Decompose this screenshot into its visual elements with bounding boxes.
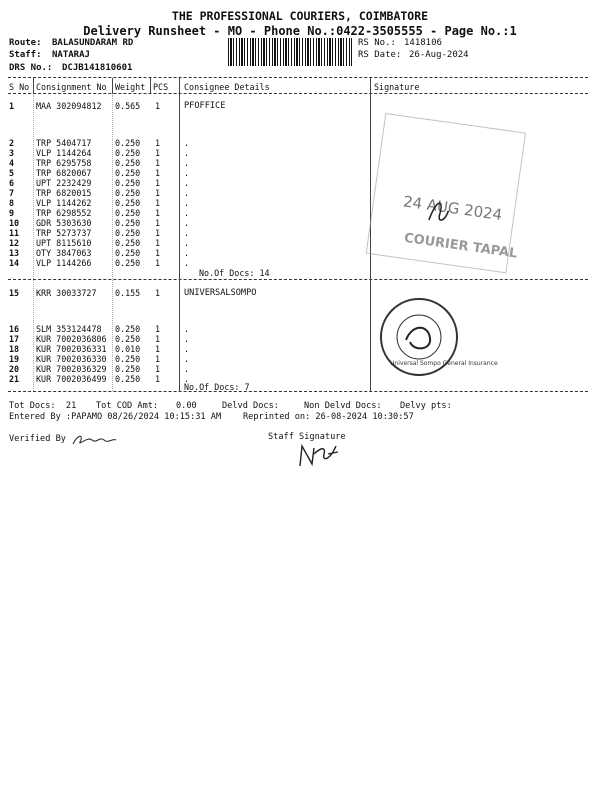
stamp-date: 24 AUG 2024 [402,192,504,225]
row-consignment: KUR 7002036329 [36,364,107,374]
col-header-weight: Weight [115,82,146,92]
post-office-stamp [366,113,524,271]
row-sno: 18 [9,344,20,354]
row-pcs: 1 [155,354,161,364]
row-pcs: 1 [155,188,161,198]
row-sno: 6 [9,178,15,188]
row-pcs: 1 [155,238,161,248]
row-consignment: VLP 1144264 [36,148,92,158]
entered-by: Entered By :PAPAMO 08/26/2024 10:15:31 AM [9,412,222,422]
row-consignment: TRP 5404717 [36,138,92,148]
row-consignment: TRP 6820015 [36,188,92,198]
row-details: . [184,148,190,158]
row-weight: 0.250 [115,178,141,188]
row-sno: 20 [9,364,20,374]
row-consignment: KRR 30033727 [36,288,97,298]
rs-no-value: 1418106 [404,38,442,48]
row-pcs: 1 [155,248,161,258]
consignee-name: UNIVERSALSOMPO [184,288,257,298]
row-consignment: GDR 5303630 [36,218,92,228]
row-consignment: UPT 8115610 [36,238,92,248]
non-delivered-docs: Non Delvd Docs: [304,401,382,411]
row-details: . [184,218,190,228]
row-consignment: SLM 353124478 [36,324,102,334]
row-pcs: 1 [155,374,161,384]
row-details: . [184,374,190,384]
barcode [228,38,352,66]
table-bottom-rule [8,391,588,392]
docs-count: No.Of Docs: 7 [184,382,250,392]
row-weight: 0.250 [115,334,141,344]
rs-date-value: 26-Aug-2024 [409,50,469,60]
stamp-tapal: COURIER TAPAL [403,230,519,262]
reprinted-on: Reprinted on: 26-08-2024 10:30:57 [243,412,414,422]
col-divider [112,95,113,391]
row-pcs: 1 [155,344,161,354]
row-pcs: 1 [155,364,161,374]
delivered-docs: Delvd Docs: [222,401,279,411]
company-title: THE PROFESSIONAL COURIERS, COIMBATORE [171,9,429,23]
row-pcs: 1 [155,101,161,111]
row-pcs: 1 [155,138,161,148]
col-divider [33,95,34,391]
route-label: Route: [9,38,42,48]
row-consignment: KUR 7002036331 [36,344,107,354]
row-weight: 0.250 [115,198,141,208]
row-pcs: 1 [155,208,161,218]
row-details: . [184,178,190,188]
drs-label: DRS No.: [9,63,53,73]
row-weight: 0.250 [115,218,141,228]
col-header-details: Consignee Details [184,82,270,92]
total-cod-label: Tot COD Amt: [96,401,159,411]
row-details: . [184,138,190,148]
col-header-consignment: Consignment No [36,82,107,92]
rs-no-label: RS No.: [358,38,396,48]
col-divider [112,78,113,94]
row-consignment: VLP 1144266 [36,258,92,268]
row-weight: 0.250 [115,168,141,178]
row-pcs: 1 [155,158,161,168]
row-weight: 0.565 [115,101,141,111]
delivery-points: Delvy pts: [400,401,452,411]
row-sno: 3 [9,148,15,158]
consignee-name: PFOFFICE [184,101,226,111]
row-sno: 9 [9,208,15,218]
row-details: . [184,168,190,178]
signature-mark-icon [420,189,455,233]
row-weight: 0.250 [115,258,141,268]
row-sno: 21 [9,374,20,384]
runsheet-title: Delivery Runsheet - MO - Phone No.:0422-3505555 - Page No.:1 [83,24,517,38]
row-weight: 0.250 [115,158,141,168]
row-details: . [184,364,190,374]
row-sno: 12 [9,238,20,248]
row-consignment: UPT 2232429 [36,178,92,188]
row-details: . [184,198,190,208]
row-sno: 16 [9,324,20,334]
header-bottom-rule [8,93,588,94]
row-weight: 0.250 [115,238,141,248]
row-consignment: KUR 7002036330 [36,354,107,364]
row-sno: 2 [9,138,15,148]
row-weight: 0.250 [115,374,141,384]
col-header-sno: S No [9,82,30,92]
row-pcs: 1 [155,178,161,188]
staff-signature-label: Staff Signature [268,432,346,442]
row-pcs: 1 [155,334,161,344]
row-pcs: 1 [155,228,161,238]
row-weight: 0.250 [115,188,141,198]
row-details: . [184,334,190,344]
row-consignment: KUR 7002036499 [36,374,107,384]
col-divider [150,78,151,94]
verified-by-label: Verified By [9,434,66,444]
drs-value: DCJB141810601 [62,63,133,73]
row-sno: 15 [9,288,20,298]
docs-count: No.Of Docs: 14 [199,268,270,278]
row-pcs: 1 [155,198,161,208]
row-weight: 0.250 [115,138,141,148]
row-weight: 0.250 [115,208,141,218]
row-sno: 11 [9,228,20,238]
row-sno: 17 [9,334,20,344]
row-weight: 0.250 [115,354,141,364]
row-consignment: TRP 6298552 [36,208,92,218]
staff-signature-icon [296,440,344,470]
row-weight: 0.010 [115,344,141,354]
row-pcs: 1 [155,288,161,298]
row-details: . [184,208,190,218]
col-divider [179,78,180,391]
row-consignment: TRP 6295758 [36,158,92,168]
row-consignment: TRP 6820067 [36,168,92,178]
row-details: . [184,228,190,238]
row-weight: 0.250 [115,248,141,258]
total-cod-value: 0.00 [176,401,197,411]
row-weight: 0.155 [115,288,141,298]
row-details: . [184,258,190,268]
total-docs: Tot Docs: 21 [9,401,77,411]
row-details: . [184,248,190,258]
verifier-signature-icon [70,428,120,450]
rs-date-label: RS Date: [358,50,402,60]
row-consignment: OTY 3847063 [36,248,92,258]
header-top-rule [8,77,588,78]
row-sno: 5 [9,168,15,178]
col-divider [33,78,34,94]
row-details: . [184,188,190,198]
route-value: BALASUNDARAM RD [52,38,134,48]
row-pcs: 1 [155,258,161,268]
col-header-signature: Signature [374,82,420,92]
row-weight: 0.250 [115,148,141,158]
row-pcs: 1 [155,218,161,228]
row-details: . [184,238,190,248]
row-sno: 10 [9,218,20,228]
row-sno: 7 [9,188,15,198]
row-consignment: TRP 5273737 [36,228,92,238]
col-header-pcs: PCS [153,82,169,92]
row-weight: 0.250 [115,364,141,374]
staff-value: NATARAJ [52,50,90,60]
row-details: . [184,324,190,334]
row-details: . [184,158,190,168]
row-consignment: KUR 7002036806 [36,334,107,344]
row-sno: 1 [9,101,15,111]
seal-text: Universal Sompo General Insurance [390,360,498,367]
row-pcs: 1 [155,324,161,334]
row-sno: 14 [9,258,20,268]
row-details: . [184,344,190,354]
group-separator-rule [8,279,588,280]
row-weight: 0.250 [115,228,141,238]
row-sno: 13 [9,248,20,258]
row-sno: 19 [9,354,20,364]
row-pcs: 1 [155,168,161,178]
row-details: . [184,354,190,364]
row-sno: 8 [9,198,15,208]
row-weight: 0.250 [115,324,141,334]
round-seal [378,296,498,378]
row-pcs: 1 [155,148,161,158]
staff-label: Staff: [9,50,42,60]
row-consignment: VLP 1144262 [36,198,92,208]
row-consignment: MAA 302094812 [36,101,102,111]
row-sno: 4 [9,158,15,168]
